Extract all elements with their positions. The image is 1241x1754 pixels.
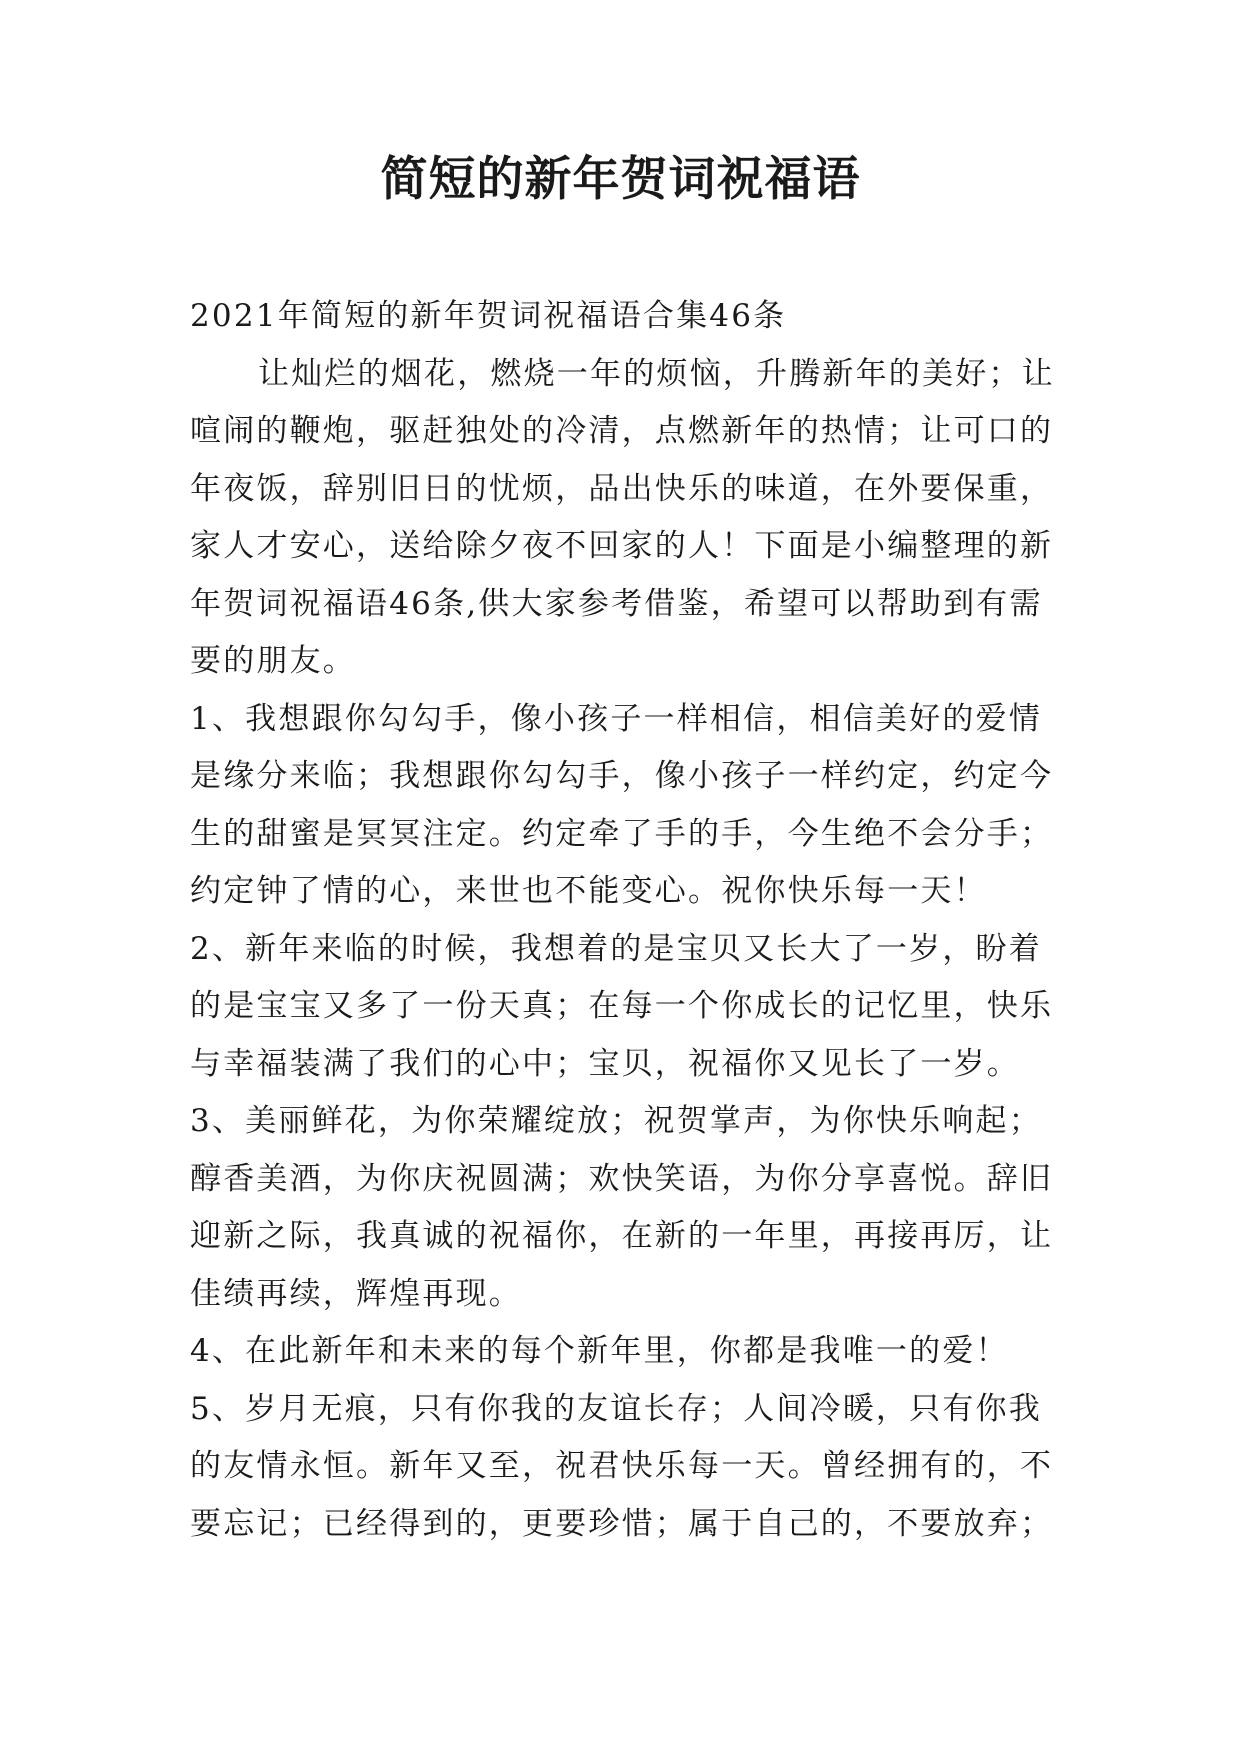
greeting-item: 4、在此新年和未来的每个新年里，你都是我唯一的爱！ [190, 1333, 1009, 1369]
document-title: 简短的新年贺词祝福语 [380, 152, 861, 207]
greeting-item: 2、新年来临的时候，我想着的是宝贝又长大了一岁，盼着的是宝宝又多了一份天真；在每一个你成长的记忆里，快乐与幸福装满了我们的心中；宝贝，祝福你又见长了一岁。 [190, 930, 1054, 1082]
greeting-item: 1、我想跟你勾勾手，像小孩子一样相信，相信美好的爱情是缘分来临；我想跟你勾勾手，像小孩子一样约定，约定今生的甜蜜是冥冥注定。约定牵了手的手，今生绝不会分手；约定钟了情的心，来世也不能变心。祝你快乐每一天！ [190, 700, 1054, 909]
intro-paragraph: 让灿烂的烟花，燃烧一年的烦恼，升腾新年的美好；让喧闹的鞭炮，驱赶独处的冷清，点燃新年的热情；让可口的年夜饭，辞别旧日的忧烦，品出快乐的味道，在外要保重，家人才安心，送给除夕夜不回家的人！下面是小编整理的新年贺词祝福语46条,供大家参考借鉴，希望可以帮助到有需要的朋友。 [190, 355, 1055, 679]
document-subtitle: 2021年简短的新年贺词祝福语合集46条 [190, 298, 787, 334]
greeting-item: 3、美丽鲜花，为你荣耀绽放；祝贺掌声，为你快乐响起；醇香美酒，为你庆祝圆满；欢快笑语，为你分享喜悦。辞旧迎新之际，我真诚的祝福你，在新的一年里，再接再厉，让佳绩再续，辉煌再现。 [190, 1103, 1054, 1312]
document-body [190, 288, 1060, 1553]
greeting-item: 5、岁月无痕，只有你我的友谊长存；人间冷暖，只有你我的友情永恒。新年又至，祝君快乐每一天。曾经拥有的，不要忘记；已经得到的，更要珍惜；属于自己的，不要放弃； [190, 1390, 1054, 1542]
